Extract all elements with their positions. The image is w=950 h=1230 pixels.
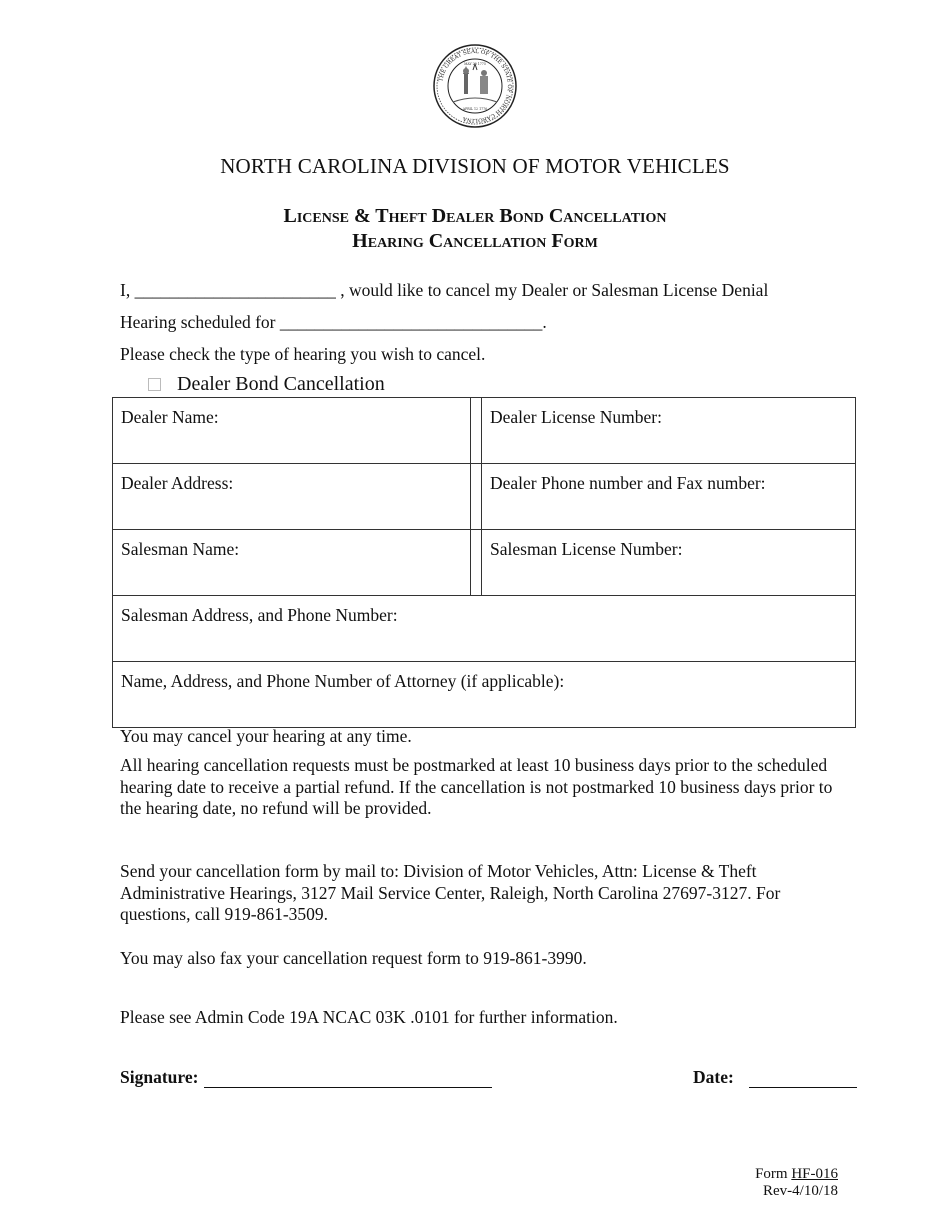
form-footer: [755, 1166, 838, 1200]
intro-instruction: Please check the type of hearing you wish to cancel.: [120, 344, 486, 364]
svg-text:APRIL 12 1776: APRIL 12 1776: [462, 107, 488, 111]
form-number: Form HF-016: [755, 1166, 838, 1182]
mailing-instructions-paragraph: Send your cancellation form by mail to: Division of Motor Vehicles, Attn: License & Theft Administrative Hearings, 3127 Mail Service Center, Raleigh, North Carolina 27697-3127. For questions, call 919-861-3509.: [120, 861, 781, 924]
admin-code-reference: Please see Admin Code 19A NCAC 03K .0101 for further information.: [120, 1007, 618, 1027]
dealer-license-field[interactable]: Dealer License Number:: [482, 398, 856, 464]
signature-row: [120, 1067, 492, 1088]
intro-hearing-line: Hearing scheduled for ______________________________.: [120, 312, 547, 332]
dealer-info-table: [112, 397, 856, 728]
form-title: License & Theft Dealer Bond Cancellation: [283, 205, 667, 227]
date-line[interactable]: [749, 1069, 857, 1088]
signature-line[interactable]: [204, 1069, 492, 1088]
intro-name-line: I, _______________________ , would like to cancel my Dealer or Salesman License Denial: [120, 280, 769, 300]
state-seal-logo: [433, 44, 517, 128]
svg-text:THE GREAT SEAL OF THE STATE OF: THE GREAT SEAL OF THE STATE OF NORTH CAROLINA: [438, 48, 513, 124]
dealer-bond-checkbox-label: Dealer Bond Cancellation: [177, 373, 385, 395]
salesman-license-field[interactable]: Salesman License Number:: [482, 530, 856, 596]
dealer-bond-checkbox[interactable]: [148, 378, 161, 391]
date-label: Date:: [693, 1067, 734, 1087]
fax-instructions: You may also fax your cancellation request form to 919-861-3990.: [120, 948, 587, 968]
salesman-address-phone-field[interactable]: Salesman Address, and Phone Number:: [113, 596, 856, 662]
refund-policy-paragraph: All hearing cancellation requests must be postmarked at least 10 business days prior to the scheduled hearing date to receive a partial refund. If the cancellation is not postmarked 10 business days prior to the hearing date, no refund will be provided.: [120, 755, 833, 818]
salesman-name-field[interactable]: Salesman Name:: [113, 530, 471, 596]
form-subtitle: Hearing Cancellation Form: [352, 230, 598, 252]
dealer-phone-fax-field[interactable]: Dealer Phone number and Fax number:: [482, 464, 856, 530]
attorney-info-field[interactable]: Name, Address, and Phone Number of Attorney (if applicable):: [113, 662, 856, 728]
form-revision: Rev-4/10/18: [763, 1183, 838, 1199]
signature-label: Signature:: [120, 1067, 199, 1087]
agency-name: NORTH CAROLINA DIVISION OF MOTOR VEHICLES: [220, 154, 730, 178]
date-row: [693, 1067, 857, 1088]
cancel-anytime-note: You may cancel your hearing at any time.: [120, 726, 412, 746]
dealer-name-field[interactable]: Dealer Name:: [113, 398, 471, 464]
dealer-address-field[interactable]: Dealer Address:: [113, 464, 471, 530]
dealer-bond-cancellation-option[interactable]: [148, 373, 385, 396]
svg-text:MAY 20 1775: MAY 20 1775: [464, 62, 486, 66]
